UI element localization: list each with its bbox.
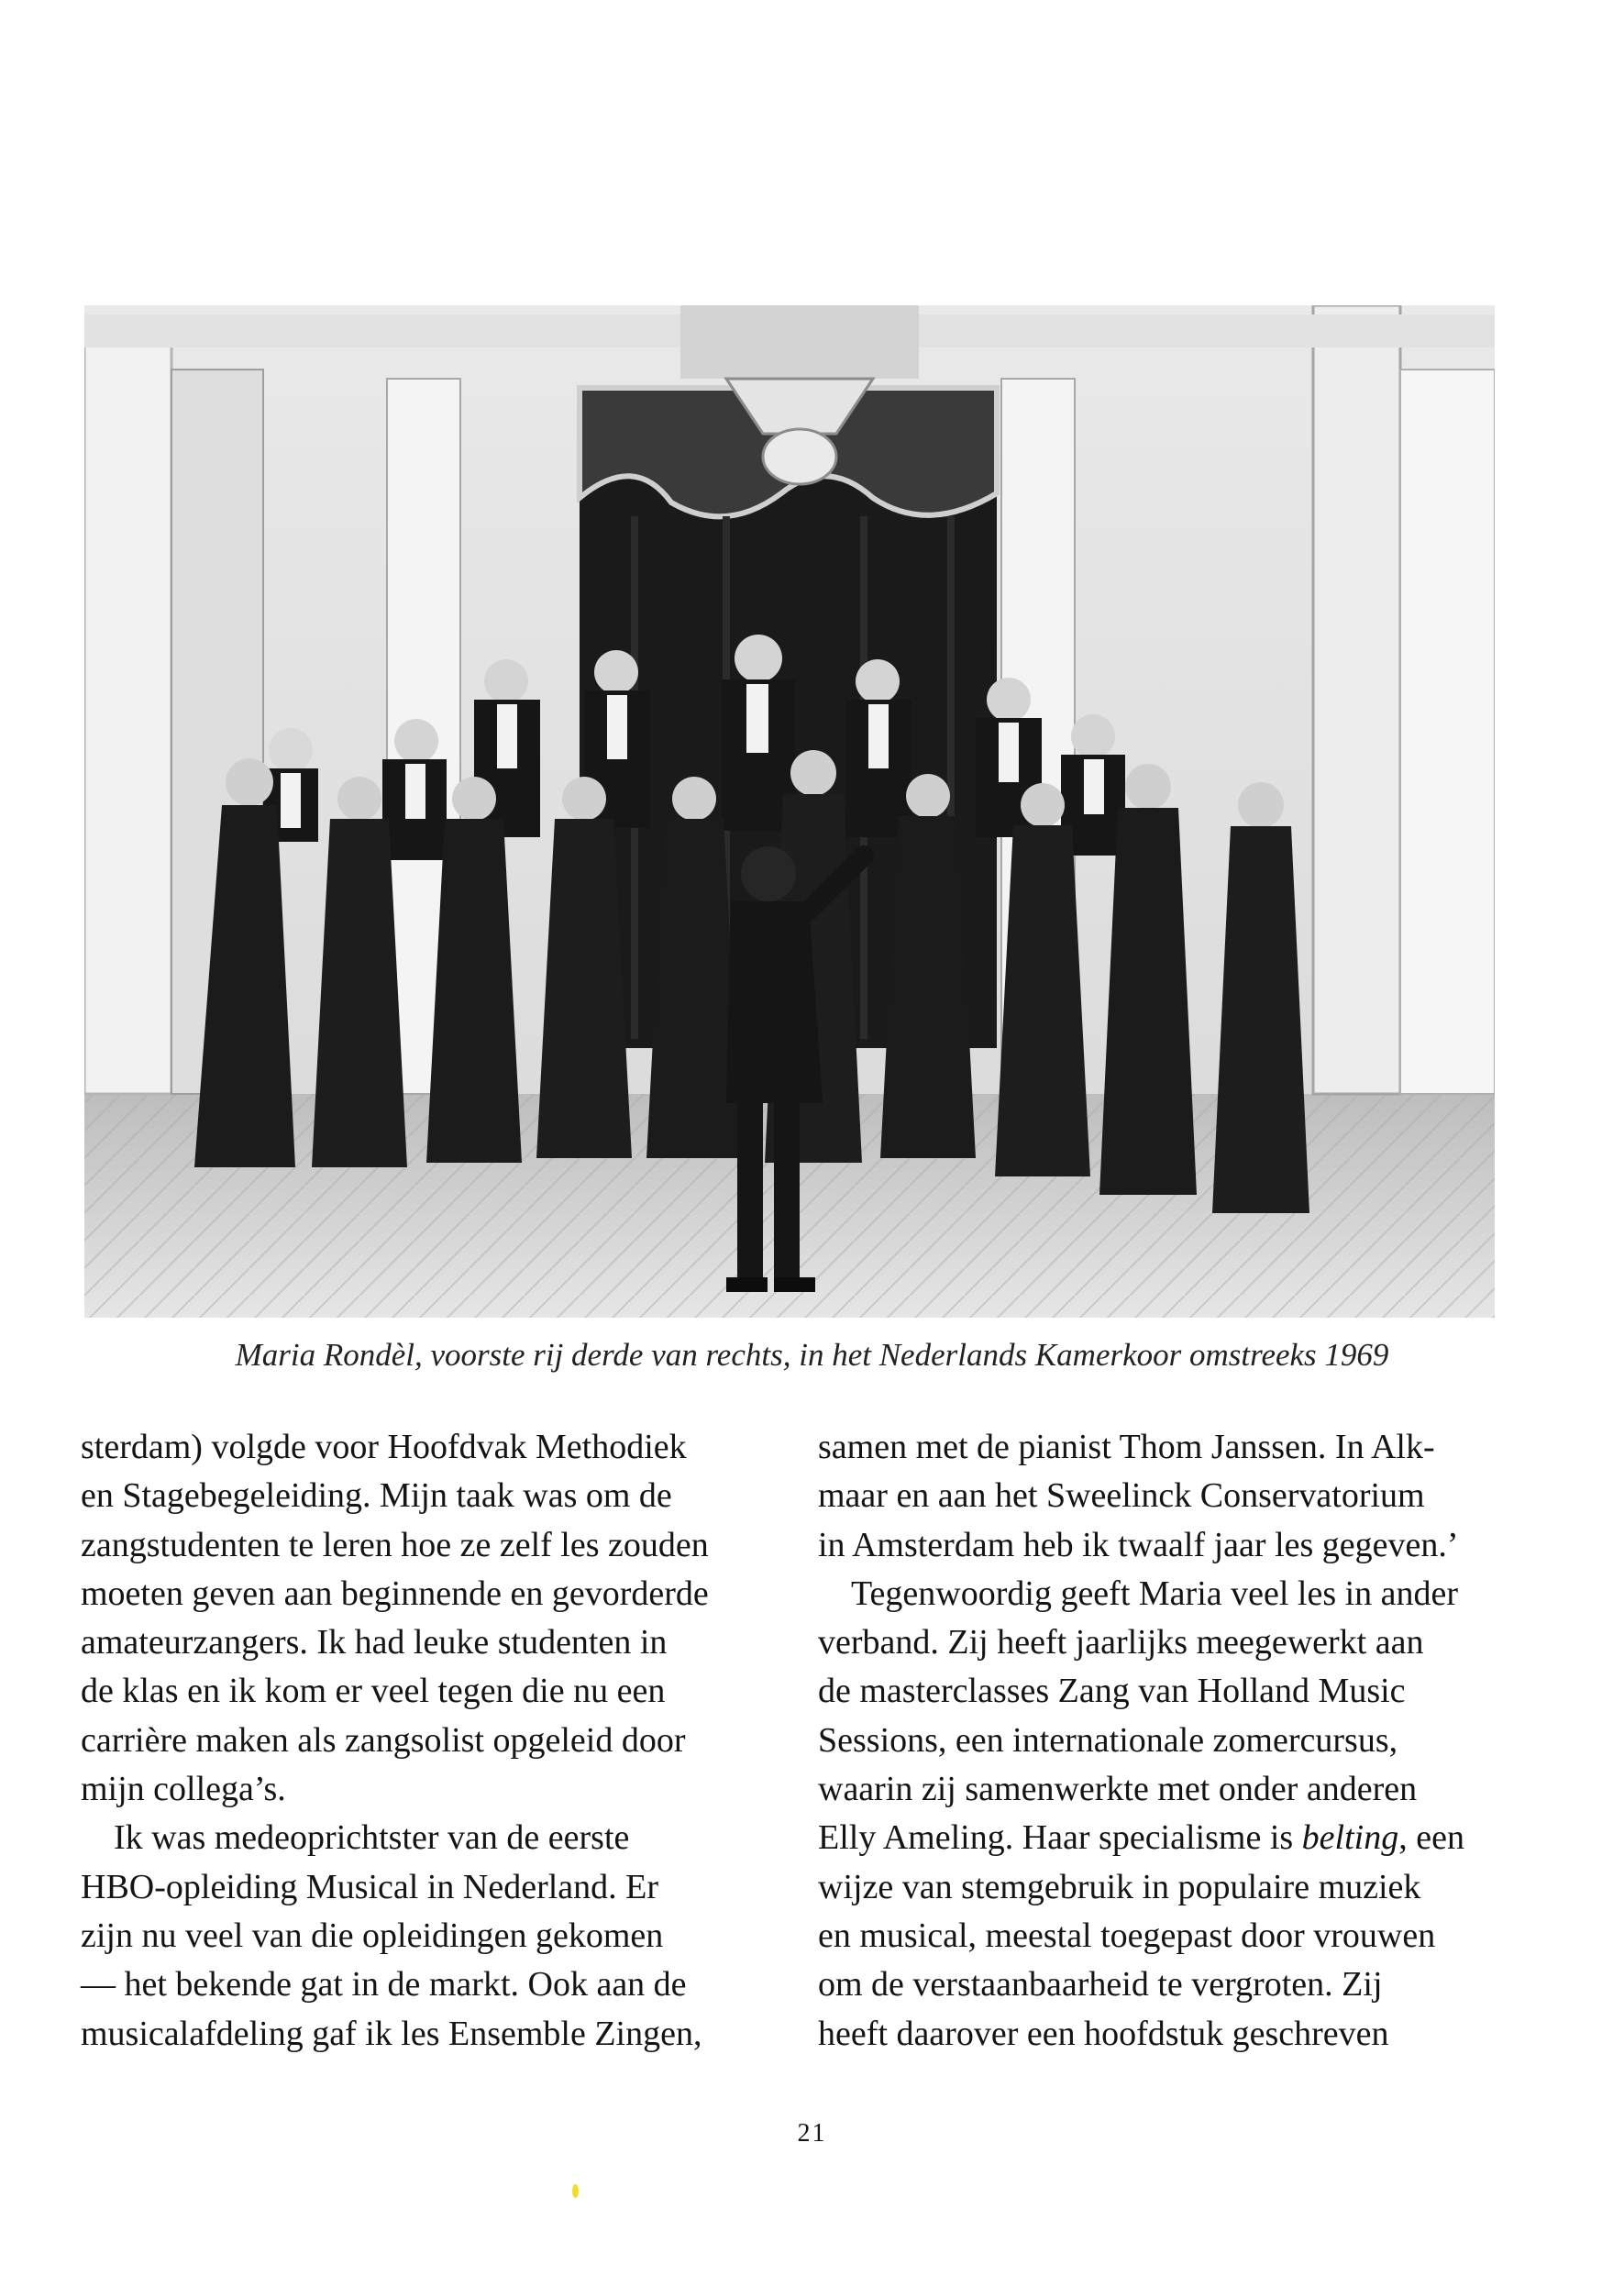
text-line: de masterclasses Zang van Holland Music xyxy=(818,1672,1406,1711)
text-line: amateurzangers. Ik had leuke studenten in xyxy=(81,1623,668,1662)
text-line: musicalafdeling gaf ik les Ensemble Zingen, xyxy=(81,2014,702,2053)
text-line: moeten geven aan beginnende en gevorderde xyxy=(81,1574,709,1613)
text-line: Tegenwoordig geeft Maria veel les in ander xyxy=(851,1574,1459,1613)
text-line: mijn collega’s. xyxy=(81,1770,286,1809)
text-line: HBO-opleiding Musical in Nederland. Er xyxy=(81,1867,659,1906)
text-segment: Elly Ameling. Haar specialisme is xyxy=(818,1818,1302,1858)
paragraph xyxy=(818,1423,1515,1570)
text-line: Ik was medeoprichtster van de eerste xyxy=(114,1818,630,1858)
text-line: wijze van stemgebruik in populaire muziek xyxy=(818,1867,1421,1906)
text-line: maar en aan het Sweelinck Conservatorium xyxy=(818,1476,1425,1516)
text-line: waarin zij samenwerkte met onder anderen xyxy=(818,1770,1418,1809)
text-line: verband. Zij heeft jaarlijks meegewerkt aan xyxy=(818,1623,1424,1662)
text-line: zijn nu veel van die opleidingen gekomen xyxy=(81,1916,664,1955)
paragraph xyxy=(81,1423,778,1814)
text-line: en Stagebegeleiding. Mijn taak was om de xyxy=(81,1476,672,1516)
left-text-column xyxy=(81,1423,778,2059)
text-line: Sessions, een internationale zomercursus, xyxy=(818,1720,1398,1760)
text-line-with-italic xyxy=(818,1814,1515,1862)
text-line: sterdam) volgde voor Hoofdvak Methodiek xyxy=(81,1428,687,1466)
choir-photo xyxy=(84,305,1495,1318)
page-number: 21 xyxy=(797,2119,827,2148)
text-line: zangstudenten te leren hoe ze zelf les zouden xyxy=(81,1525,709,1564)
paragraph xyxy=(81,1814,778,2058)
text-line: de klas en ik kom er veel tegen die nu een xyxy=(81,1672,666,1711)
text-segment: , een xyxy=(1398,1818,1464,1858)
text-line: heeft daarover een hoofdstuk geschreven xyxy=(818,2014,1389,2053)
text-line: samen met de pianist Thom Janssen. In Alk- xyxy=(818,1428,1435,1466)
right-text-column xyxy=(818,1423,1515,2059)
photo-caption: Maria Rondèl, voorste rij derde van rechts, in het Nederlands Kamerkoor omstreeks 1969 xyxy=(235,1337,1389,1373)
ink-speck xyxy=(572,2184,579,2198)
text-line: in Amsterdam heb ik twaalf jaar les gegeven.’ xyxy=(818,1525,1459,1564)
paragraph xyxy=(818,1570,1515,2059)
text-line: en musical, meestal toegepast door vrouwen xyxy=(818,1916,1436,1955)
italic-term: belting xyxy=(1301,1818,1399,1858)
text-line: om de verstaanbaarheid te vergroten. Zij xyxy=(818,1965,1383,2004)
text-line: — het bekende gat in de markt. Ook aan de xyxy=(81,1965,687,2004)
text-line: carrière maken als zangsolist opgeleid door xyxy=(81,1720,686,1760)
